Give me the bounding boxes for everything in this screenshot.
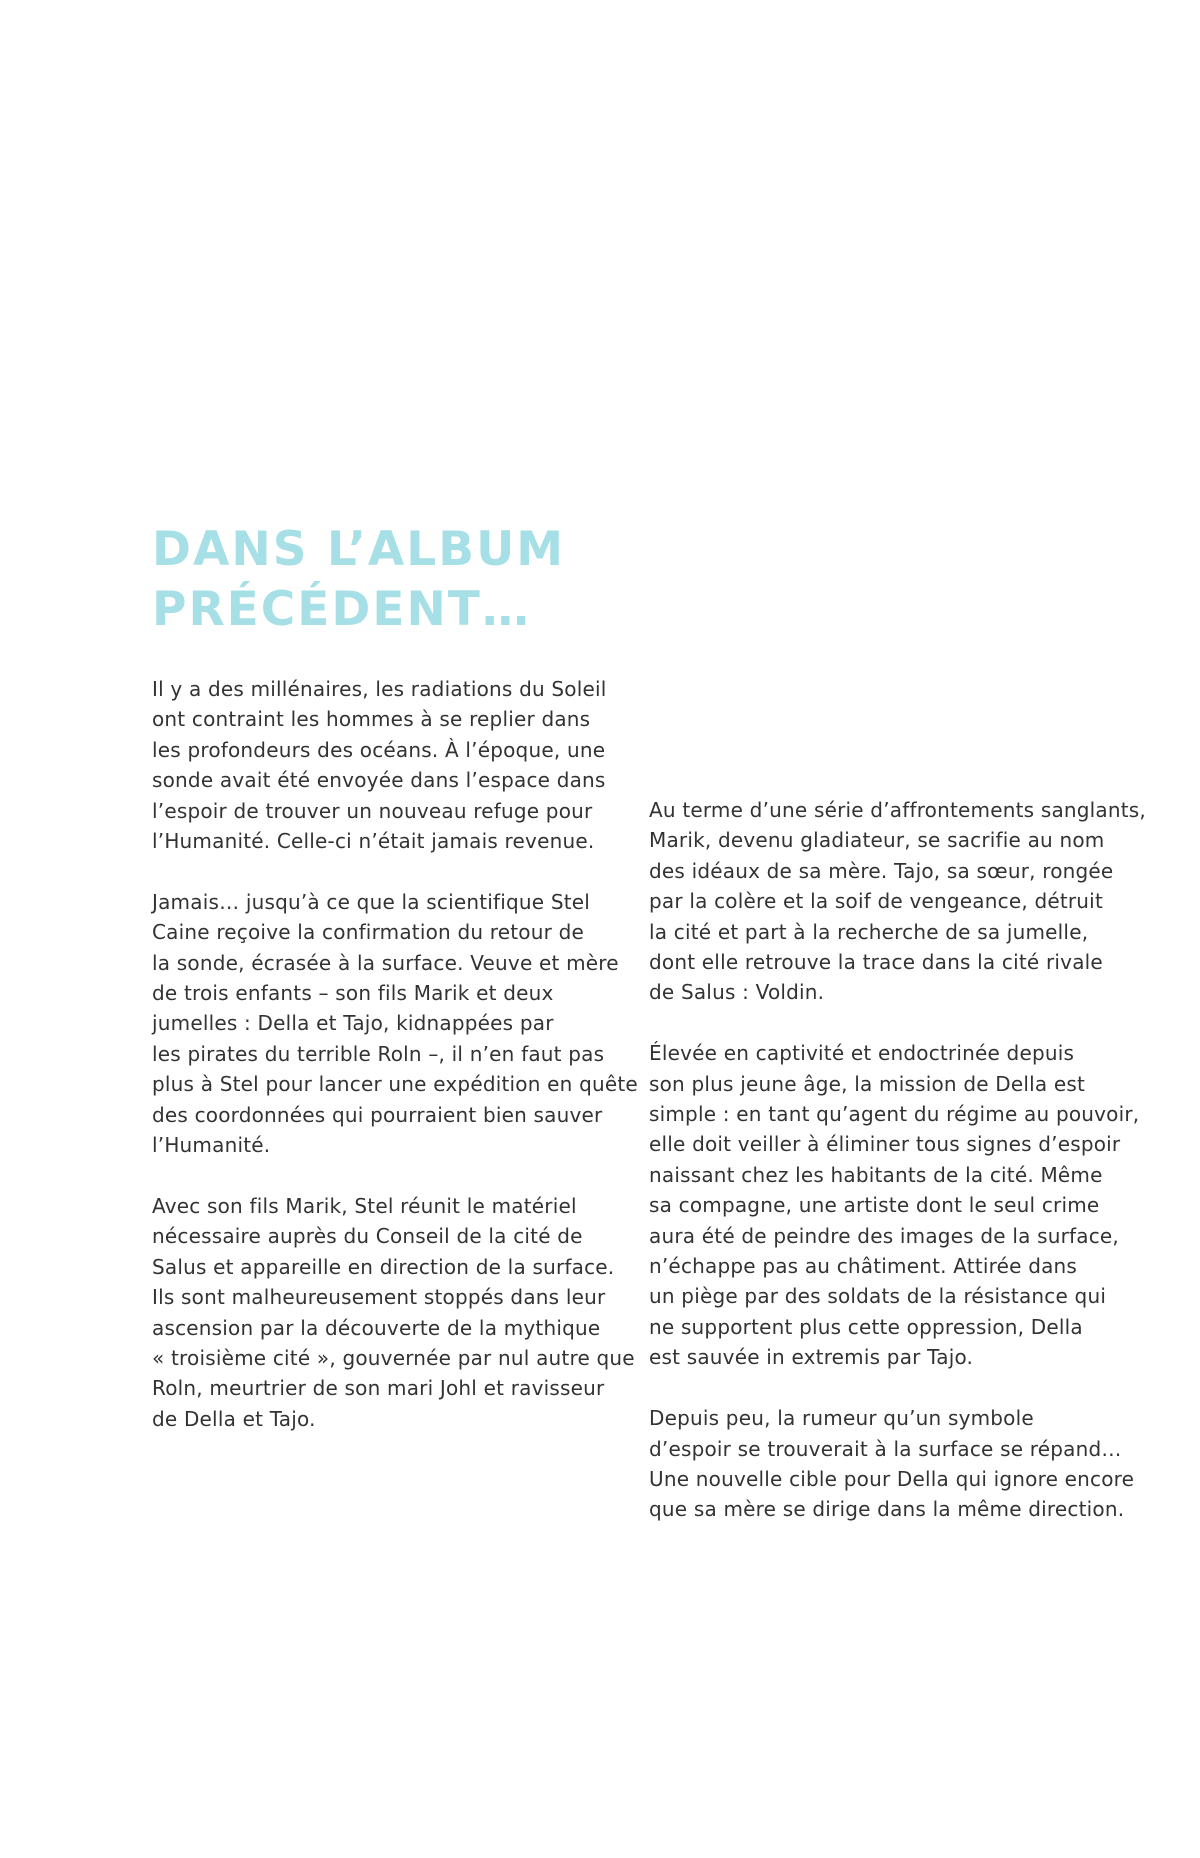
text-line: simple : en tant qu’agent du régime au pouvoir, (649, 1102, 1140, 1127)
text-line: Roln, meurtrier de son mari Johl et ravisseur (152, 1376, 605, 1401)
summary-paragraph-5 (649, 1038, 1140, 1372)
text-line: des coordonnées qui pourraient bien sauver (152, 1102, 603, 1127)
left-text-column (152, 674, 638, 1465)
text-line: de Salus : Voldin. (649, 980, 825, 1005)
page-title-line-2: PRÉCÉDENT… (152, 582, 531, 637)
text-line: par la colère et la soif de vengeance, détruit (649, 889, 1103, 914)
text-line: jumelles : Della et Tajo, kidnappées par (152, 1011, 554, 1036)
text-line: Depuis peu, la rumeur qu’un symbole (649, 1406, 1034, 1431)
text-line: Il y a des millénaires, les radiations du Soleil (152, 677, 607, 701)
text-line: des idéaux de sa mère. Tajo, sa sœur, rongée (649, 858, 1114, 883)
text-line: sa compagne, une artiste dont le seul crime (649, 1193, 1100, 1218)
text-line: Une nouvelle cible pour Della qui ignore encore (649, 1466, 1135, 1491)
text-line: Élevée en captivité et endoctrinée depuis (649, 1041, 1075, 1066)
text-line: Caine reçoive la confirmation du retour de (152, 920, 584, 945)
text-line: de trois enfants – son fils Marik et deux (152, 981, 554, 1006)
text-line: l’espoir de trouver un nouveau refuge pour (152, 798, 593, 823)
text-line: Salus et appareille en direction de la surface. (152, 1254, 615, 1279)
text-line: la cité et part à la recherche de sa jumelle, (649, 919, 1089, 944)
text-line: dont elle retrouve la trace dans la cité rivale (649, 950, 1103, 975)
summary-paragraph-6 (649, 1403, 1135, 1525)
text-line: ne supportent plus cette oppression, Della (649, 1314, 1083, 1339)
text-line: que sa mère se dirige dans la même direction. (649, 1497, 1125, 1522)
text-line: Au terme d’une série d’affrontements sanglants, (649, 798, 1146, 822)
text-line: Avec son fils Marik, Stel réunit le matériel (152, 1193, 577, 1218)
summary-paragraph-2 (152, 887, 638, 1161)
text-line: l’Humanité. (152, 1133, 271, 1158)
text-line: Ils sont malheureusement stoppés dans leur (152, 1285, 606, 1310)
text-line: Jamais… jusqu’à ce que la scientifique Stel (152, 889, 591, 914)
text-line: l’Humanité. Celle-ci n’était jamais revenue. (152, 829, 595, 854)
summary-paragraph-4 (649, 795, 1146, 1008)
text-line: n’échappe pas au châtiment. Attirée dans (649, 1254, 1078, 1279)
right-text-column (649, 795, 1146, 1555)
text-line: aura été de peindre des images de la surface, (649, 1223, 1119, 1248)
summary-paragraph-1 (152, 674, 622, 856)
text-line: un piège par des soldats de la résistance qui (649, 1284, 1107, 1309)
text-line: les profondeurs des océans. À l’époque, une (152, 737, 606, 762)
page-title-line-1: DANS L’ALBUM (152, 522, 566, 577)
page-title (152, 520, 752, 640)
text-line: ont contraint les hommes à se replier dans (152, 707, 591, 732)
text-line: « troisième cité », gouvernée par nul autre que (152, 1345, 635, 1370)
text-line: nécessaire auprès du Conseil de la cité de (152, 1224, 583, 1249)
text-line: son plus jeune âge, la mission de Della est (649, 1071, 1086, 1096)
text-line: plus à Stel pour lancer une expédition en quête (152, 1072, 638, 1097)
text-line: Marik, devenu gladiateur, se sacrifie au nom (649, 828, 1105, 853)
text-line: la sonde, écrasée à la surface. Veuve et mère (152, 950, 619, 975)
text-line: sonde avait été envoyée dans l’espace dans (152, 768, 606, 793)
text-line: les pirates du terrible Roln –, il n’en faut pas (152, 1041, 605, 1066)
text-line: d’espoir se trouverait à la surface se répand… (649, 1436, 1122, 1461)
summary-paragraph-3 (152, 1191, 635, 1434)
text-line: ascension par la découverte de la mythique (152, 1315, 601, 1340)
text-line: de Della et Tajo. (152, 1406, 316, 1431)
text-line: elle doit veiller à éliminer tous signes d’espoir (649, 1132, 1121, 1157)
text-line: est sauvée in extremis par Tajo. (649, 1345, 974, 1370)
text-line: naissant chez les habitants de la cité. Même (649, 1162, 1103, 1187)
